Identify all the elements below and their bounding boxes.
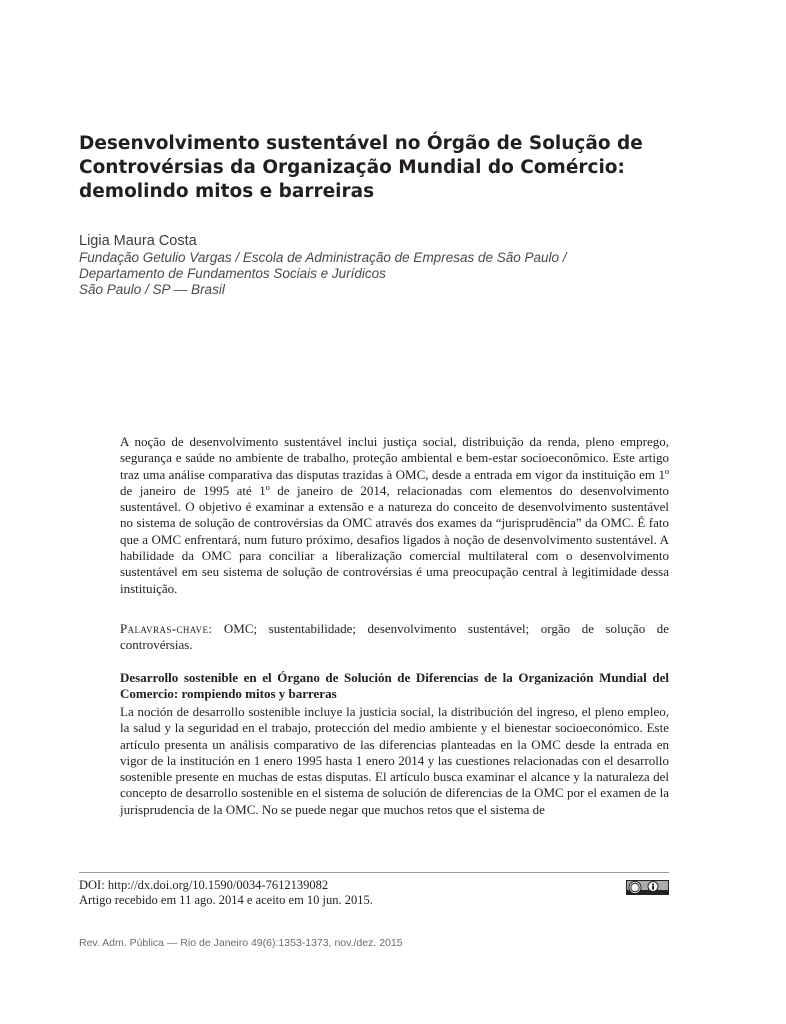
keywords-portuguese xyxy=(120,621,669,654)
abstract-portuguese-text: A noção de desenvolvimento sustentável inclui justiça social, distribuição da renda, pleno emprego, segurança e saúde no ambiente de trabalho, proteção ambiental e bem-estar socioeconômico. Este artigo traz uma análise comparativa das disputas trazidas à OMC, desde a entrada em vigor da instituição em 1º de janeiro de 1995 até 1º de janeiro de 2014, relacionadas com elementos do desenvolvimento sustentável. O objetivo é examinar a extensão e a natureza do conceito de desenvolvimento sustentável no sistema de solução de controvérsias da OMC através dos exames da “jurisprudência” da OMC. É fato que a OMC enfrentará, num futuro próximo, desafios ligados à noção de desenvolvimento sustentável. A habilidade da OMC para conciliar a liberalização comercial multilateral com o desenvolvimento sustentável em seu sistema de solução de controvérsias é uma preocupação central à legitimidade dessa instituição. xyxy=(120,434,669,596)
author-name: Ligia Maura Costa xyxy=(79,233,197,249)
doi-text: DOI: http://dx.doi.org/10.1590/0034-7612139082 xyxy=(79,878,329,892)
running-footer: Rev. Adm. Pública — Rio de Janeiro 49(6):1353-1373, nov./dez. 2015 xyxy=(79,937,403,949)
keywords-text: OMC; sustentabilidade; desenvolvimento sustentável; orgão de solução de controvérsias. xyxy=(120,621,670,653)
abstract-spanish-title: Desarrollo sostenible en el Órgano de Solución de Diferencias de la Organización Mundial del Comercio: rompiendo mitos y barreras xyxy=(120,670,669,702)
author-block xyxy=(79,232,699,298)
article-footer xyxy=(79,878,599,908)
affiliation-line: Fundação Getulio Vargas / Escola de Administração de Empresas de São Paulo / xyxy=(79,250,567,265)
article-title: Desenvolvimento sustentável no Órgão de Solução de Controvérsias da Organização Mundial do Comércio: demolindo mitos e barreiras xyxy=(79,133,643,202)
abstract-portuguese xyxy=(120,434,669,597)
keywords-label: Palavras-chave: xyxy=(120,621,213,636)
abstract-spanish xyxy=(120,704,669,818)
footer-divider xyxy=(79,872,669,873)
affiliation-line: São Paulo / SP — Brasil xyxy=(79,282,225,297)
creative-commons-license-icon xyxy=(626,880,669,895)
received-text: Artigo recebido em 11 ago. 2014 e aceito em 10 jun. 2015. xyxy=(79,893,373,907)
abstract-spanish-text: La noción de desarrollo sostenible incluye la justicia social, la distribución del ingreso, el pleno empleo, la salud y la seguridad en el trabajo, protección del medio ambiente y el bienestar socioeconómico. Este artículo presenta un análisis comparativo de las diferencias planteadas en la OMC desde la entrada en vigor de la institución en 1 enero 1995 hasta 1 enero 2014 y las cuestiones relacionadas con el desarrollo sostenible presente en muchas de estas disputas. El artículo busca examinar el alcance y la naturaleza del concepto de desarrollo sostenible en el sistema de solución de diferencias de la OMC por el examen de la jurisprudencia de la OMC. No se puede negar que muchos retos que el sistema de xyxy=(120,704,669,817)
affiliation-line: Departamento de Fundamentos Sociais e Jurídicos xyxy=(79,266,386,281)
